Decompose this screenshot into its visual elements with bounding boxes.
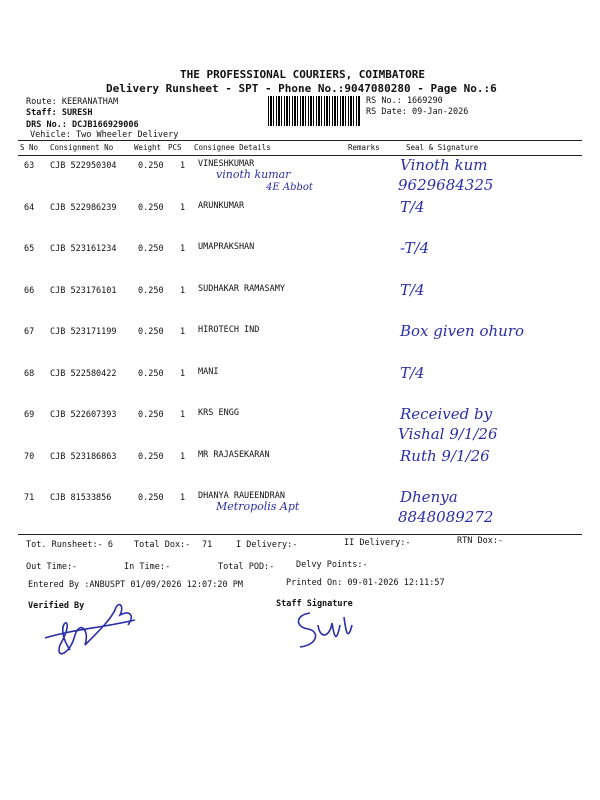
- total-dox-value: 71: [202, 540, 213, 550]
- drs-number: DRS No.: DCJB166929006: [26, 120, 139, 130]
- row-signature: Vinoth kum: [400, 156, 488, 174]
- row-consignee: UMAPRAKSHAN: [198, 242, 255, 252]
- row-pcs: 1: [180, 285, 186, 296]
- row-pcs: 1: [180, 368, 186, 379]
- col-sno: S No: [20, 143, 39, 152]
- total-dox-label: Total Dox:-: [134, 540, 191, 550]
- tot-runsheet: Tot. Runsheet:- 6: [26, 540, 113, 550]
- row-signature: -T/4: [400, 239, 430, 257]
- row-weight: 0.250: [138, 161, 164, 171]
- row-consignee: VINESHKUMAR: [198, 159, 255, 169]
- row-weight: 0.250: [138, 451, 164, 462]
- row-consignee: ARUNKUMAR: [198, 200, 245, 211]
- in-time: In Time:-: [124, 562, 171, 572]
- row-signature-detail: 8848089272: [398, 508, 494, 526]
- delvy-points: Delvy Points:-: [296, 560, 368, 570]
- printed-on: Printed On: 09-01-2026 12:11:57: [286, 578, 445, 588]
- row-handwritten-note: Metropolis Apt: [216, 500, 300, 513]
- row-weight: 0.250: [138, 493, 164, 503]
- row-sno: 67: [24, 327, 35, 337]
- row-consignee: MANI: [198, 366, 219, 377]
- row-sno: 70: [24, 451, 35, 462]
- row-handwritten-note-2: 4E Abbot: [266, 182, 313, 193]
- row-consignee: DHANYA RAUEENDRAN: [198, 491, 285, 501]
- row-weight: 0.250: [138, 244, 164, 254]
- col-seal: Seal & Signature: [406, 143, 479, 152]
- row-sno: 66: [24, 285, 35, 296]
- row-pcs: 1: [180, 244, 186, 254]
- row-consignment-no: CJB 523161234: [50, 244, 117, 254]
- row-consignee: SUDHAKAR RAMASAMY: [198, 283, 285, 294]
- row-weight: 0.250: [138, 327, 164, 337]
- row-consignment-no: CJB 522986239: [50, 202, 117, 213]
- staff-signature-label: Staff Signature: [276, 599, 353, 609]
- col-pcs: PCS: [168, 143, 182, 152]
- row-pcs: 1: [180, 161, 186, 171]
- i-delivery: I Delivery:-: [236, 540, 298, 550]
- row-sno: 63: [24, 161, 35, 171]
- row-signature: T/4: [400, 280, 425, 299]
- runsheet-subtitle: Delivery Runsheet - SPT - Phone No.:9047080280 - Page No.:6: [106, 82, 497, 95]
- col-weight: Weight: [134, 143, 162, 152]
- row-consignee: KRS ENGG: [198, 408, 239, 418]
- route-label: Route: KEERANATHAM: [26, 97, 119, 107]
- row-signature: T/4: [400, 197, 425, 216]
- row-consignment-no: CJB 523171199: [50, 327, 117, 337]
- row-pcs: 1: [180, 493, 186, 503]
- row-consignment-no: CJB 523176101: [50, 285, 117, 296]
- staff-signature-mark: [290, 605, 360, 655]
- rs-number: RS No.: 1669290: [366, 96, 443, 106]
- row-consignment-no: CJB 523186863: [50, 451, 117, 462]
- row-sno: 65: [24, 244, 35, 254]
- row-consignment-no: CJB 81533856: [50, 493, 112, 503]
- entered-by: Entered By :ANBUSPT 01/09/2026 12:07:20 PM: [28, 580, 243, 590]
- table-header: [18, 140, 582, 156]
- row-signature: Dhenya: [400, 488, 458, 506]
- verified-by-label: Verified By: [28, 601, 85, 611]
- row-signature: Received by: [400, 405, 493, 423]
- row-signature-detail: 9629684325: [398, 176, 494, 194]
- ii-delivery: II Delivery:-: [344, 538, 411, 548]
- row-consignee: MR RAJASEKARAN: [198, 449, 270, 460]
- col-consignee: Consignee Details: [194, 143, 271, 152]
- row-pcs: 1: [180, 451, 186, 462]
- row-sno: 69: [24, 410, 35, 420]
- staff-label: Staff: SURESH: [26, 108, 93, 118]
- total-pod: Total POD:-: [218, 562, 275, 572]
- out-time: Out Time:-: [26, 562, 78, 572]
- row-consignment-no: CJB 522580422: [50, 368, 117, 379]
- row-signature: Box given ohuro: [400, 322, 525, 340]
- row-handwritten-note: vinoth kumar: [216, 168, 291, 181]
- row-consignment-no: CJB 522607393: [50, 410, 117, 420]
- rtn-dox: RTN Dox:-: [457, 536, 504, 546]
- row-signature-detail: Vishal 9/1/26: [398, 425, 498, 443]
- row-pcs: 1: [180, 410, 186, 420]
- row-pcs: 1: [180, 327, 186, 337]
- row-pcs: 1: [180, 202, 186, 213]
- row-signature: Ruth 9/1/26: [400, 446, 490, 465]
- barcode: [268, 96, 360, 126]
- row-weight: 0.250: [138, 202, 164, 213]
- col-consignment: Consignment No: [50, 143, 114, 152]
- row-sno: 68: [24, 368, 35, 379]
- row-weight: 0.250: [138, 410, 164, 420]
- row-sno: 64: [24, 202, 35, 213]
- row-sno: 71: [24, 493, 35, 503]
- footer-divider: [18, 534, 582, 535]
- row-weight: 0.250: [138, 368, 164, 379]
- row-consignee: HIROTECH IND: [198, 325, 260, 335]
- rs-date: RS Date: 09-Jan-2026: [366, 107, 469, 117]
- row-weight: 0.250: [138, 285, 164, 296]
- verified-by-signature: [40, 590, 150, 665]
- row-consignment-no: CJB 522950304: [50, 161, 117, 171]
- col-remarks: Remarks: [348, 143, 380, 152]
- row-signature: T/4: [400, 363, 425, 382]
- company-title: THE PROFESSIONAL COURIERS, COIMBATORE: [180, 68, 426, 81]
- vehicle-label: Vehicle: Two Wheeler Delivery: [30, 130, 179, 140]
